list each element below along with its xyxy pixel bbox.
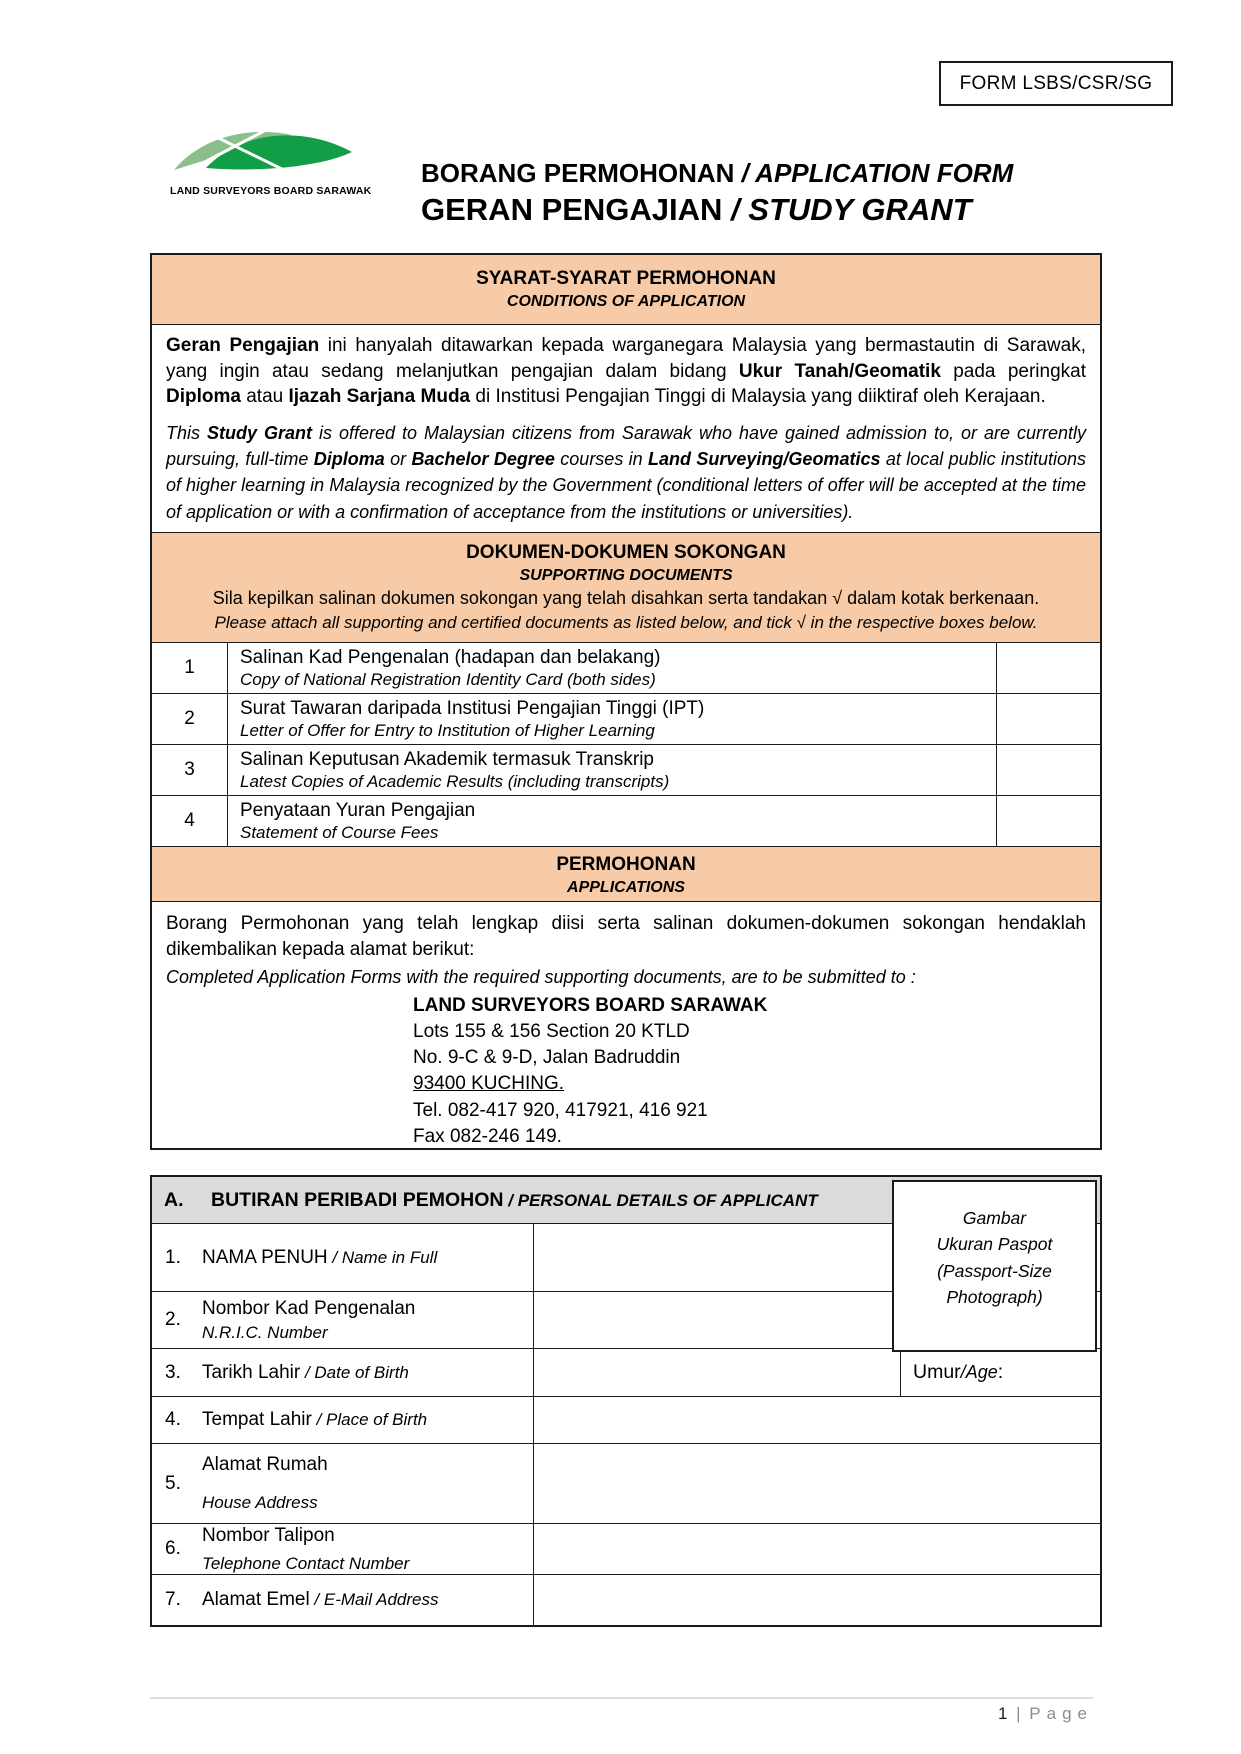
photo-box-line: Photograph) — [946, 1286, 1043, 1307]
lsbs-logo-icon — [170, 120, 356, 184]
field-number: 3. — [165, 1361, 181, 1383]
passport-photo-box[interactable] — [892, 1180, 1097, 1352]
document-tick-box[interactable] — [996, 745, 1100, 795]
text-run: Diploma — [313, 449, 385, 470]
form-code-box — [939, 61, 1173, 106]
document-title-en: Latest Copies of Academic Results (including transcripts) — [240, 771, 670, 791]
submission-address — [413, 993, 1086, 1150]
text-run: Study Grant — [206, 422, 312, 443]
form-title — [421, 158, 1013, 228]
text-run: di Institusi Pengajian Tinggi di Malaysia yang diiktiraf oleh Kerajaan. — [470, 386, 1046, 408]
title-separator: / — [734, 158, 756, 188]
title-my: GERAN PENGAJIAN — [421, 192, 723, 228]
title-en: STUDY GRANT — [748, 192, 972, 228]
document-number: 2 — [152, 694, 228, 744]
applications-paragraph-en: Completed Application Forms with the required supporting documents, are to be submitted to : — [166, 967, 916, 988]
address-telephone: Tel. 082-417 920, 417921, 416 921 — [413, 1099, 708, 1121]
field-label: Alamat Rumah House Address — [202, 1454, 328, 1512]
document-tick-box[interactable] — [996, 643, 1100, 693]
text-run: Ijazah Sarjana Muda — [288, 386, 471, 408]
text-run: pada peringkat — [940, 360, 1086, 382]
conditions-heading-en: CONDITIONS OF APPLICATION — [506, 292, 746, 310]
field-number: 5. — [165, 1472, 181, 1494]
text-run: or — [384, 449, 412, 470]
photo-box-line: Gambar — [962, 1208, 1027, 1228]
document-title-en: Statement of Course Fees — [240, 822, 439, 842]
text-run: courses in — [554, 449, 649, 470]
conditions-paragraph-en — [166, 420, 1086, 525]
address-line: Lots 155 & 156 Section 20 KTLD — [413, 1020, 690, 1042]
field-number: 6. — [165, 1538, 181, 1559]
documents-instruction-my: Sila kepilkan salinan dokumen sokongan yang telah disahkan serta tandakan √ dalam kotak berkenaan. — [212, 588, 1040, 609]
phone-input-cell[interactable] — [534, 1524, 1100, 1574]
field-row-pob — [152, 1397, 1100, 1444]
conditions-section-header — [152, 255, 1100, 325]
conditions-heading-my: SYARAT-SYARAT PERMOHONAN — [476, 268, 776, 289]
applications-heading-en: APPLICATIONS — [567, 878, 685, 896]
field-row-phone — [152, 1524, 1100, 1575]
applications-heading-my: PERMOHONAN — [556, 854, 696, 875]
documents-heading-en: SUPPORTING DOCUMENTS — [519, 566, 733, 584]
photo-box-line: Ukuran Paspot — [936, 1234, 1053, 1255]
field-number: 2. — [165, 1309, 181, 1330]
text-run: This — [166, 422, 207, 443]
page-number: 1 | Page — [997, 1704, 1093, 1723]
document-title-en: Letter of Offer for Entry to Institution of Higher Learning — [240, 720, 655, 740]
field-number: 7. — [165, 1589, 181, 1610]
field-row-address — [152, 1444, 1100, 1524]
documents-heading-my: DOKUMEN-DOKUMEN SOKONGAN — [466, 542, 786, 563]
field-label: Tarikh Lahir / Date of Birth — [202, 1361, 409, 1383]
footer-divider — [150, 1697, 1093, 1699]
document-row — [152, 694, 1100, 745]
title-my: BORANG PERMOHONAN — [421, 158, 735, 188]
document-description — [228, 643, 996, 693]
section-a-heading: BUTIRAN PERIBADI PEMOHON / PERSONAL DETAILS OF APPLICANT — [211, 1188, 818, 1211]
document-title-my: Salinan Keputusan Akademik termasuk Transkrip — [240, 749, 654, 770]
document-row — [152, 643, 1100, 694]
document-number: 3 — [152, 745, 228, 795]
title-en: APPLICATION FORM — [755, 158, 1014, 188]
conditions-paragraph-my — [166, 333, 1086, 410]
home-address-input-cell[interactable] — [534, 1444, 1100, 1523]
main-info-table — [150, 253, 1102, 1150]
address-org-name: LAND SURVEYORS BOARD SARAWAK — [413, 994, 768, 1016]
document-row — [152, 745, 1100, 796]
age-cell[interactable]: Umur / Age : — [900, 1349, 1100, 1396]
title-separator: / — [722, 192, 749, 228]
title-line-2 — [421, 191, 1013, 228]
document-tick-box[interactable] — [996, 796, 1100, 846]
document-description — [228, 796, 996, 846]
text-run: ini hanyalah ditawarkan kepada warganegara Malaysia yang bermastautin di Sarawak, yang ingin atau sedang melanjutkan pengajian dalam bidang — [166, 335, 1086, 382]
lsbs-logo — [170, 120, 372, 197]
field-number: 4. — [165, 1409, 181, 1430]
email-input-cell[interactable] — [534, 1575, 1100, 1625]
field-row-dob — [152, 1349, 1100, 1397]
text-run: Diploma — [166, 386, 241, 408]
age-label: Umur — [913, 1361, 961, 1383]
address-line: No. 9-C & 9-D, Jalan Badruddin — [413, 1047, 681, 1069]
form-code-text: FORM LSBS/CSR/SG — [959, 72, 1153, 94]
text-run: at local public institutions of higher learning in Malaysia recognized by the Government (conditional letters of offer will be accepted at the time of application or with a confirmation of acceptance from the institutions or universities). — [166, 449, 1086, 522]
text-run: Land Surveying/Geomatics — [648, 449, 881, 470]
conditions-body — [152, 325, 1100, 533]
document-number: 1 — [152, 643, 228, 693]
applications-body — [152, 902, 1100, 1148]
title-line-1 — [421, 158, 1013, 189]
document-number: 4 — [152, 796, 228, 846]
field-number: 1. — [165, 1246, 181, 1268]
address-city: 93400 KUCHING. — [413, 1073, 565, 1095]
document-title-en: Copy of National Registration Identity Card (both sides) — [240, 669, 656, 689]
field-label: Tempat Lahir / Place of Birth — [202, 1409, 428, 1430]
text-run: Bachelor Degree — [411, 449, 555, 470]
document-description — [228, 745, 996, 795]
address-fax: Fax 082-246 149. — [413, 1125, 562, 1147]
document-title-my: Penyataan Yuran Pengajian — [240, 800, 476, 821]
field-label: Nombor Kad Pengenalan N.R.I.C. Number — [202, 1297, 416, 1342]
text-run: Geran Pengajian — [166, 335, 320, 356]
document-description — [228, 694, 996, 744]
pob-input-cell[interactable] — [534, 1397, 1100, 1443]
applications-section-header — [152, 847, 1100, 902]
personal-details-table — [150, 1175, 1102, 1627]
text-run: atau — [240, 386, 289, 408]
document-title-my: Salinan Kad Pengenalan (hadapan dan belakang) — [240, 647, 661, 668]
document-row — [152, 796, 1100, 847]
field-row-email — [152, 1575, 1100, 1625]
text-run: is offered to Malaysian citizens from Sarawak who have gained admission to, or are currently pursuing, full-time — [166, 422, 1086, 470]
text-run: Ukur Tanah/Geomatik — [738, 360, 941, 382]
applications-paragraph-my: Borang Permohonan yang telah lengkap diisi serta salinan dokumen-dokumen sokongan hendaklah dikembalikan kepada alamat berikut: — [166, 913, 1086, 961]
section-a-label: A. — [164, 1188, 184, 1211]
dob-input-cell[interactable] — [534, 1349, 900, 1396]
photo-box-line: (Passport-Size — [937, 1260, 1052, 1281]
documents-instruction-en: Please attach all supporting and certified documents as listed below, and tick √ in the respective boxes below. — [214, 612, 1038, 632]
document-tick-box[interactable] — [996, 694, 1100, 744]
logo-caption: LAND SURVEYORS BOARD SARAWAK — [170, 185, 372, 197]
document-title-my: Surat Tawaran daripada Institusi Pengajian Tinggi (IPT) — [240, 698, 705, 719]
documents-section-header — [152, 533, 1100, 643]
field-label: NAMA PENUH / Name in Full — [202, 1246, 438, 1268]
field-label: Nombor Talipon Telephone Contact Number — [202, 1524, 410, 1573]
field-label: Alamat Emel / E-Mail Address — [202, 1589, 439, 1610]
